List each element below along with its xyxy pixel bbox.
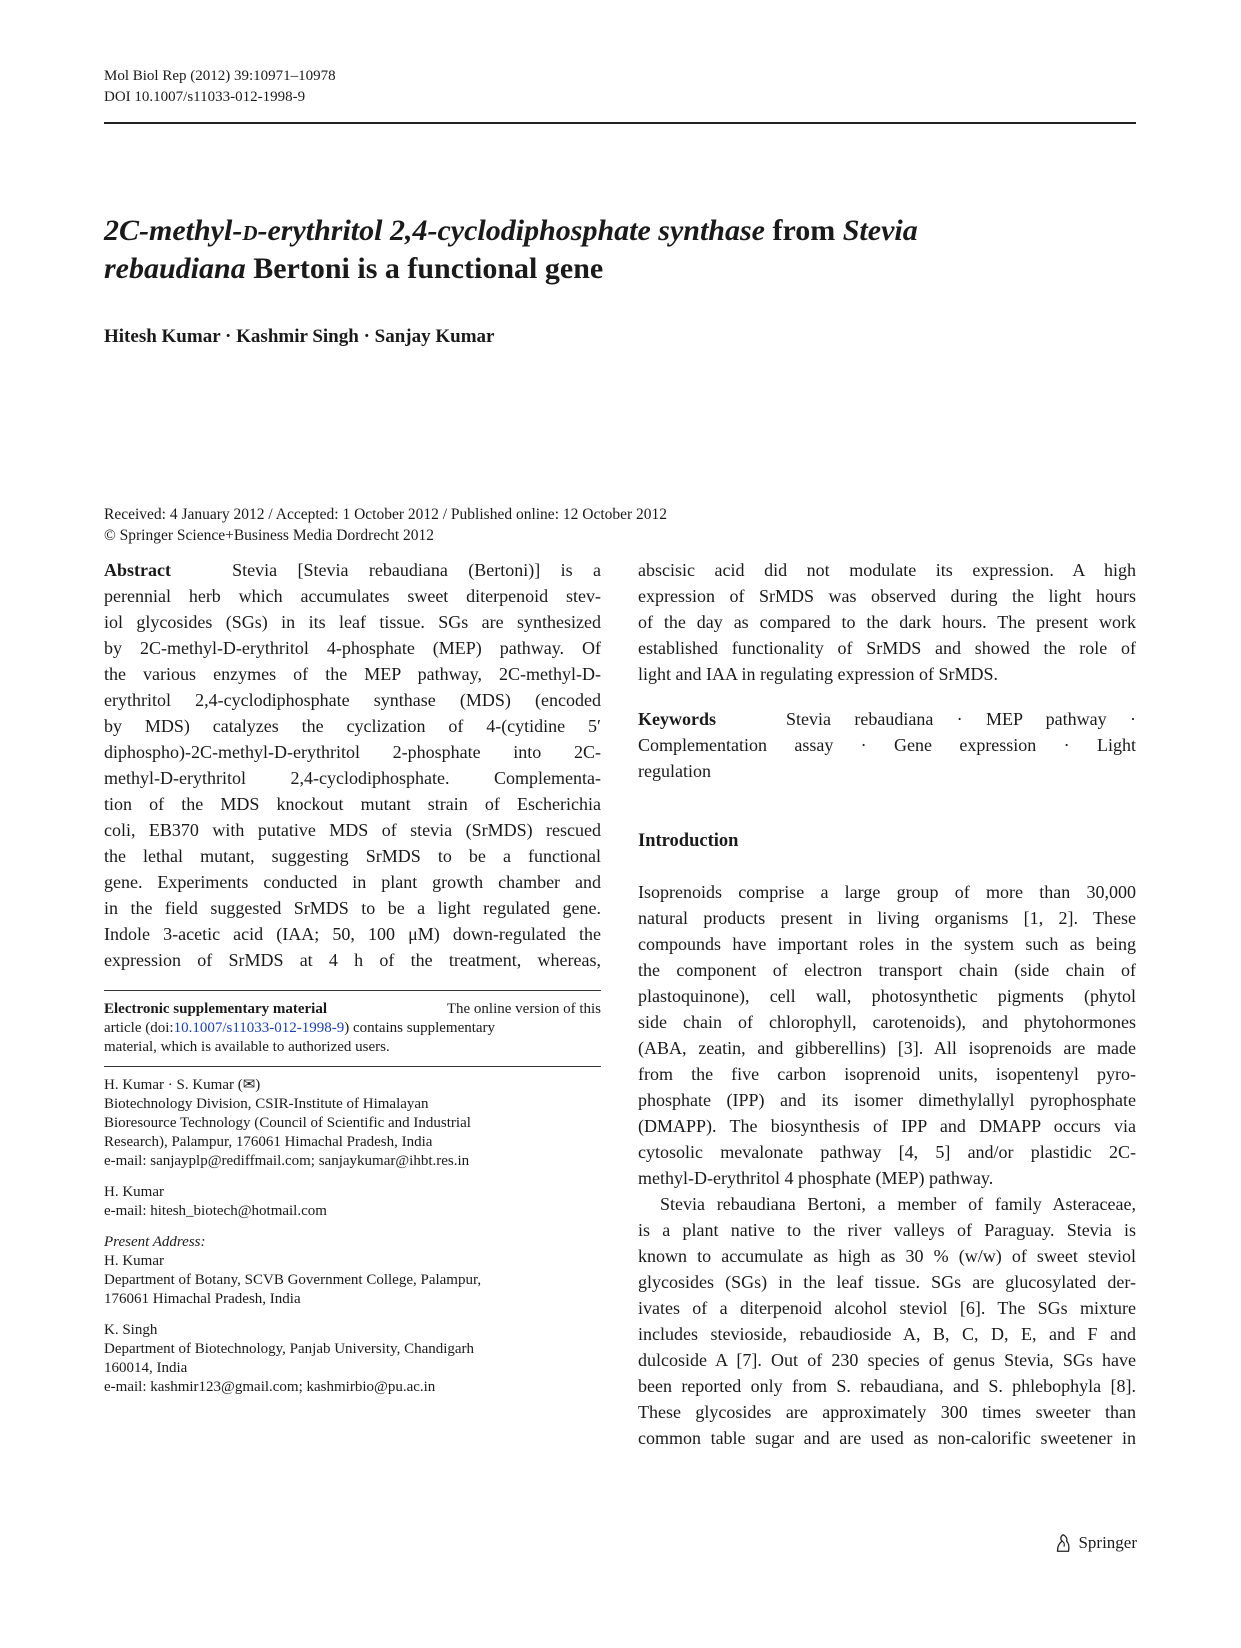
- text-line: Stevia rebaudiana Bertoni, a member of family Asteraceae,: [660, 1194, 1136, 1214]
- title-part: rebaudiana: [104, 252, 246, 285]
- text-line: natural products present in living organisms [1, 2]. These: [638, 908, 1136, 928]
- affiliation-line: e-mail: hitesh_biotech@hotmail.com: [104, 1203, 327, 1219]
- text-line: from the five carbon isoprenoid units, isopentenyl pyro-: [638, 1064, 1136, 1084]
- text-line: methyl-D-erythritol 4 phosphate (MEP) pathway.: [638, 1168, 994, 1188]
- title-part: -erythritol 2,4-cyclodiphosphate synthase: [257, 214, 765, 247]
- text-line: coli, EB370 with putative MDS of stevia (SrMDS) rescued: [104, 820, 601, 840]
- esm-text: The online version of this: [446, 1001, 601, 1017]
- history-line: Received: 4 January 2012 / Accepted: 1 October 2012 / Published online: 12 October 2012: [104, 506, 668, 523]
- affiliation-block: [104, 1321, 601, 1397]
- text-line: abscisic acid did not modulate its expression. A high: [638, 560, 1136, 580]
- text-line: methyl-D-erythritol 2,4-cyclodiphosphate. Complementa-: [104, 768, 601, 788]
- publisher-name: Springer: [1078, 1533, 1137, 1552]
- title-part: from: [764, 214, 843, 247]
- text-line: compounds have important roles in the system such as being: [638, 934, 1136, 954]
- text-line: regulation: [638, 761, 711, 781]
- esm-text: article (doi:: [104, 1020, 174, 1036]
- text-line: includes stevioside, rebaudioside A, B, C, D, E, and F and: [638, 1324, 1136, 1344]
- introduction-para2: [638, 1191, 1136, 1451]
- text-line: side chain of chlorophyll, carotenoids), and phytohormones: [638, 1012, 1136, 1032]
- text-line: dulcoside A [7]. Out of 230 species of genus Stevia, SGs have: [638, 1350, 1136, 1370]
- paper-title: [104, 212, 1136, 288]
- journal-line: Mol Biol Rep (2012) 39:10971–10978: [104, 68, 336, 84]
- text-line: plastoquinone), cell wall, photosynthetic pigments (phytol: [638, 986, 1136, 1006]
- keywords-body: [638, 706, 1136, 784]
- keywords: [638, 706, 1136, 784]
- author-separator: ·: [220, 326, 237, 347]
- esm-text: ) contains supplementary: [344, 1020, 496, 1036]
- affiliation-line: Research), Palampur, 176061 Himachal Pradesh, India: [104, 1134, 433, 1150]
- author: Sanjay Kumar: [374, 326, 495, 347]
- text-line: of the day as compared to the dark hours. The present work: [638, 612, 1136, 632]
- affiliation-block: [104, 1183, 601, 1221]
- text-line: iol glycosides (SGs) in its leaf tissue. SGs are synthesized: [104, 612, 601, 632]
- affiliations: [104, 1076, 601, 1409]
- text-line: Indole 3-acetic acid (IAA; 50, 100 μM) down-regulated the: [104, 924, 601, 944]
- esm-label: Electronic supplementary material: [104, 1001, 328, 1017]
- affiliation-line: Bioresource Technology (Council of Scientific and Industrial: [104, 1115, 471, 1131]
- doi-link[interactable]: 10.1007/s11033-012-1998-9: [173, 1020, 345, 1036]
- text-line: cytosolic mevalonate pathway [4, 5] and/or plastidic 2C-: [638, 1142, 1136, 1162]
- text-line: perennial herb which accumulates sweet diterpenoid stev-: [104, 586, 601, 606]
- text-line: phosphate (IPP) and its isomer dimethylallyl pyrophosphate: [638, 1090, 1136, 1110]
- right-column: [638, 557, 1136, 687]
- title-part: d: [242, 214, 258, 247]
- text-line: been reported only from S. rebaudiana, and S. phlebophyla [8].: [638, 1376, 1136, 1396]
- label: Abstract: [104, 560, 171, 580]
- abstract-continued: [638, 557, 1136, 687]
- author: Kashmir Singh: [236, 326, 359, 347]
- affiliation-block: [104, 1076, 601, 1171]
- affiliation-line: H. Kumar: [104, 1184, 164, 1200]
- text-line: known to accumulate as high as 30 % (w/w) of sweet steviol: [638, 1246, 1136, 1266]
- text-line: (ABA, zeatin, and gibberellins) [3]. All isoprenoids are made: [638, 1038, 1136, 1058]
- text-line: common table sugar and are used as non-calorific sweetener in: [638, 1428, 1136, 1448]
- footnote-rule: [104, 1066, 601, 1067]
- text-line: glycosides (SGs) in the leaf tissue. SGs are glucosylated der-: [638, 1272, 1136, 1292]
- text-line: ivates of a diterpenoid alcohol steviol [6]. The SGs mixture: [638, 1298, 1136, 1318]
- text-line: established functionality of SrMDS and showed the role of: [638, 638, 1136, 658]
- text-line: the lethal mutant, suggesting SrMDS to be a functional: [104, 846, 601, 866]
- doi-line: DOI 10.1007/s11033-012-1998-9: [104, 89, 306, 105]
- affiliation-line: Department of Biotechnology, Panjab University, Chandigarh: [104, 1341, 475, 1357]
- title-part: Stevia: [842, 214, 918, 247]
- text-line: by MDS) catalyzes the cyclization of 4-(cytidine 5′: [104, 716, 601, 736]
- supplementary-note: [104, 1000, 601, 1057]
- affiliation-line: K. Singh: [104, 1322, 158, 1338]
- affiliation-line: H. Kumar · S. Kumar (✉): [104, 1077, 261, 1093]
- section-heading: Introduction: [638, 831, 739, 851]
- publisher-logo: [1052, 1532, 1137, 1554]
- text-line: the various enzymes of the MEP pathway, 2C-methyl-D-: [104, 664, 601, 684]
- publication-dates: [104, 504, 667, 546]
- text-line: by 2C-methyl-D-erythritol 4-phosphate (MEP) pathway. Of: [104, 638, 601, 658]
- text-line: in the field suggested SrMDS to be a light regulated gene.: [104, 898, 601, 918]
- text-line: (DMAPP). The biosynthesis of IPP and DMAPP occurs via: [638, 1116, 1136, 1136]
- text-line: expression of SrMDS at 4 h of the treatment, whereas,: [104, 950, 601, 970]
- title-part: Bertoni is a functional gene: [245, 252, 604, 285]
- journal-citation: [104, 66, 336, 108]
- footnote-rule: [104, 990, 601, 991]
- copyright-line: © Springer Science+Business Media Dordrecht 2012: [104, 527, 435, 544]
- abstract-body: [104, 557, 601, 973]
- affiliation-line: e-mail: sanjayplp@rediffmail.com; sanjaykumar@ihbt.res.in: [104, 1153, 470, 1169]
- text-line: is a plant native to the river valleys of Paraguay. Stevia is: [638, 1220, 1136, 1240]
- affiliation-line: Biotechnology Division, CSIR-Institute of Himalayan: [104, 1096, 429, 1112]
- text-line: the component of electron transport chain (side chain of: [638, 960, 1136, 980]
- label: Keywords: [638, 709, 716, 729]
- affiliation-line: e-mail: kashmir123@gmail.com; kashmirbio@pu.ac.in: [104, 1379, 436, 1395]
- introduction-para1: [638, 879, 1136, 1191]
- text-line: tion of the MDS knockout mutant strain of Escherichia: [104, 794, 601, 814]
- header-rule: [104, 122, 1136, 124]
- text-line: Complementation assay · Gene expression · Light: [638, 735, 1136, 755]
- text-line: Abstract Stevia [Stevia rebaudiana (Bertoni)] is a: [104, 560, 601, 580]
- affiliation-line: H. Kumar: [104, 1253, 164, 1269]
- abstract: [104, 557, 601, 973]
- paragraph: [638, 1191, 1136, 1451]
- text-line: erythritol 2,4-cyclodiphosphate synthase (MDS) (encoded: [104, 690, 601, 710]
- affiliation-line: 176061 Himachal Pradesh, India: [104, 1291, 301, 1307]
- paragraph: [638, 879, 1136, 1191]
- author: Hitesh Kumar: [104, 326, 221, 347]
- text-line: expression of SrMDS was observed during the light hours: [638, 586, 1136, 606]
- affiliation-line: 160014, India: [104, 1360, 188, 1376]
- title-part: 2C-methyl-: [104, 214, 243, 247]
- affiliation-block: [104, 1233, 601, 1309]
- text-line: light and IAA in regulating expression of SrMDS.: [638, 664, 998, 684]
- author-list: [104, 326, 494, 348]
- author-separator: ·: [358, 326, 375, 347]
- text-line: diphospho)-2C-methyl-D-erythritol 2-phosphate into 2C-: [104, 742, 601, 762]
- text-line: Keywords Stevia rebaudiana · MEP pathway ·: [638, 709, 1136, 729]
- affiliation-line: Present Address:: [104, 1234, 206, 1250]
- springer-horse-icon: [1052, 1532, 1074, 1554]
- text-line: Isoprenoids comprise a large group of more than 30,000: [638, 882, 1136, 902]
- esm-text: material, which is available to authorized users.: [104, 1039, 390, 1055]
- text-line: These glycosides are approximately 300 times sweeter than: [638, 1402, 1136, 1422]
- affiliation-line: Department of Botany, SCVB Government College, Palampur,: [104, 1272, 482, 1288]
- text-line: gene. Experiments conducted in plant growth chamber and: [104, 872, 601, 892]
